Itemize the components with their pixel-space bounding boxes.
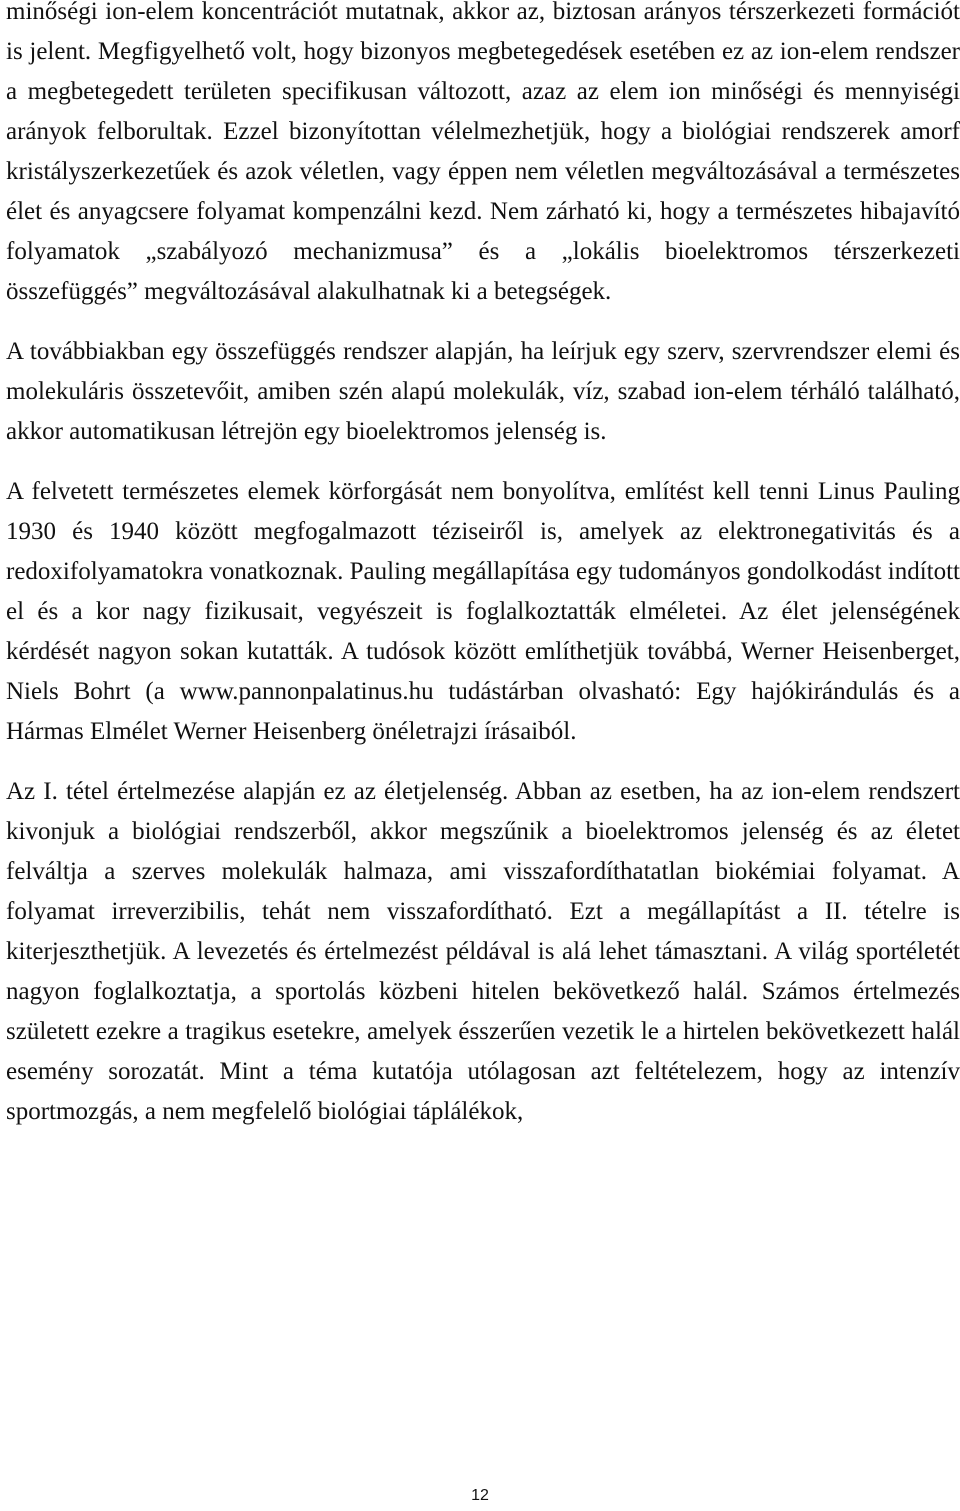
paragraph: minőségi ion-elem koncentrációt mutatnak, akkor az, biztosan arányos térszerkezeti formációt is jelent. Megfigyelhető volt, hogy bizonyos megbetegedések esetében ez az ion-elem rendszer a megbetegedett területen specifikusan változott, azaz az elem ion minőségi és mennyiségi arányok felborultak. Ezzel bizonyítottan vélelmezhetjük, hogy a biológiai rendszerek amorf kristályszerkezetűek és azok véletlen, vagy éppen nem véletlen megváltozásával a természetes élet és anyagcsere folyamat kompenzálni kezd. Nem zárható ki, hogy a természetes hibajavító folyamatok „szabályozó mechanizmusa” és a „lokális bioelektromos térszerkezeti összefüggés” megváltozásával alakulhatnak ki a betegségek.	[6, 0, 960, 305]
paragraph: A felvetett természetes elemek körforgását nem bonyolítva, említést kell tenni Linus Pauling 1930 és 1940 között megfogalmazott téziseiről is, amelyek az elektronegativitás és a redoxifolyamatokra vonatkoznak. Pauling megállapítása egy tudományos gondolkodást indított el és a kor nagy fizikusait, vegyészeit is foglalkoztatták elméletei. Az élet jelenségének kérdését nagyon sokan kutatták. A tudósok között említhetjük továbbá, Werner Heisenberget, Niels Bohrt (a www.pannonpalatinus.hu tudástárban olvasható: Egy hajókirándulás és a Hármas Elmélet Werner Heisenberg önéletrajzi írásaiból.	[6, 478, 960, 745]
paragraph: A továbbiakban egy összefüggés rendszer alapján, ha leírjuk egy szerv, szervrendszer elemi és molekuláris összetevőit, amiben szén alapú molekulák, víz, szabad ion-elem térháló található, akkor automatikusan létrejön egy bioelektromos jelenség is.	[6, 338, 960, 445]
document-page	[6, 0, 960, 1132]
page-number: 12	[471, 1487, 489, 1504]
paragraph: Az I. tétel értelmezése alapján ez az életjelenség. Abban az esetben, ha az ion-elem rendszert kivonjuk a biológiai rendszerből, akkor megszűnik a bioelektromos jelenség és az életet felváltja a szerves molekulák halmaza, ami visszafordíthatatlan biokémiai folyamat. A folyamat irreverzibilis, tehát nem visszafordítható. Ezt a megállapítást a II. tételre is kiterjeszthetjük. A levezetés és értelmezést példával is alá lehet támasztani. A világ sportéletét nagyon foglalkoztatja, a sportolás közbeni hitelen bekövetkező halál. Számos értelmezés született ezekre a tragikus esetekre, amelyek ésszerűen vezetik le a hirtelen bekövetkezett halál esemény sorozatát. Mint a téma kutatója utólagosan azt feltételezem, hogy az intenzív sportmozgás, a nem megfelelő biológiai táplálékok,	[6, 778, 960, 1125]
